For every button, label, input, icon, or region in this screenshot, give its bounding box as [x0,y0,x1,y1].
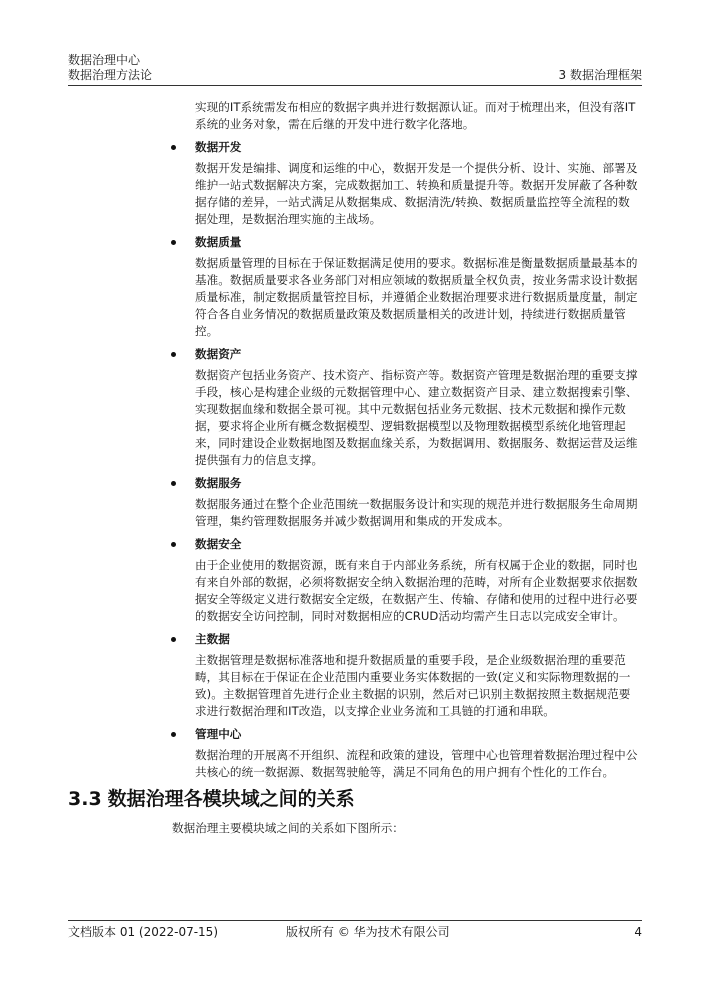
section-heading [68,786,355,812]
header-chapter: 3 数据治理框架 [558,68,642,82]
item-title: 数据质量 [195,235,242,249]
header-document: 数据治理方法论 [68,68,153,82]
footer-copyright: 版权所有 © 华为技术有限公司 [286,925,450,939]
item-title: 数据安全 [195,537,242,551]
page-number: 4 [634,925,642,939]
page-header [68,50,642,86]
bullet-icon [171,732,176,737]
item-title: 数据开发 [195,140,242,154]
item-text: 主数据管理是数据标准落地和提升数据质量的重要手段，是企业级数据治理的重要范畴，其目标在于保证在企业范围内重要业务实体数据的一致(定义和实际物理数据的一致)。主数据管理首先进行企业主数据的识别，然后对已识别主数据按照主数据规范要求进行数据治理和IT改造，以支撑企业业务流和工具链的打通和串联。 [195,653,631,718]
list-item-management-center [195,726,638,781]
list-item-data-assets [195,346,638,469]
item-title: 主数据 [195,632,230,646]
list-item-data-services [195,475,638,530]
list-item-master-data [195,631,638,720]
footer-version: 文档版本 01 (2022-07-15) [68,925,219,939]
lead-paragraph: 实现的IT系统需发布相应的数据字典并进行数据源认证。而对于梳理出来，但没有落IT系统的业务对象，需在后继的开发中进行数字化落地。 [195,100,636,131]
page-footer [68,920,642,940]
item-text: 数据质量管理的目标在于保证数据满足使用的要求。数据标准是衡量数据质量最基本的基准。数据质量要求各业务部门对相应领域的数据质量全权负责，按业务需求设计数据质量标准，制定数据质量管控目标，并遵循企业数据治理要求进行数据质量度量，制定符合各自业务情况的数据质量政策及数据质量相关的改进计划，持续进行数据质量管控。 [195,256,638,338]
list-item-data-quality [195,234,638,340]
item-text: 由于企业使用的数据资源，既有来自于内部业务系统，所有权属于企业的数据，同时也有来自外部的数据，必须将数据安全纳入数据治理的范畴，对所有企业数据要求依据数据安全等级定义进行数据安全定级，在数据产生、传输、存储和使用的过程中进行必要的数据安全访问控制，同时对数据相应的CRUD活动均需产生日志以完成安全审计。 [195,558,638,623]
bullet-icon [171,542,176,547]
section-number: 3.3 [68,788,102,810]
item-title: 管理中心 [195,727,242,741]
bullet-icon [171,481,176,486]
list-item-data-development [195,139,638,228]
bullet-icon [171,637,176,642]
section-intro: 数据治理主要模块域之间的关系如下图所示： [172,821,404,835]
body-content [195,99,638,787]
item-text: 数据开发是编排、调度和运维的中心，数据开发是一个提供分析、设计、实施、部署及维护一站式数据解决方案，完成数据加工、转换和质量提升等。数据开发屏蔽了各种数据存储的差异，一站式满足从数据集成、数据清洗/转换、数据质量监控等全流程的数据处理，是数据治理实施的主战场。 [195,161,638,226]
list-item-data-security [195,536,638,625]
item-title: 数据服务 [195,476,242,490]
item-text: 数据资产包括业务资产、技术资产、指标资产等。数据资产管理是数据治理的重要支撑手段，核心是构建企业级的元数据管理中心、建立数据资产目录、建立数据搜索引擎、实现数据血缘和数据全景可视。其中元数据包括业务元数据、技术元数据和操作元数据，要求将企业所有概念数据模型、逻辑数据模型以及物理数据模型系统化地管理起来，同时建设企业数据地图及数据血缘关系，为数据调用、数据服务、数据运营及运维提供强有力的信息支撑。 [195,368,638,467]
bullet-icon [171,352,176,357]
header-product: 数据治理中心 [68,53,141,67]
item-title: 数据资产 [195,347,242,361]
bullet-icon [171,240,176,245]
item-text: 数据治理的开展离不开组织、流程和政策的建设，管理中心也管理着数据治理过程中公共核心的统一数据源、数据驾驶舱等，满足不同角色的用户拥有个性化的工作台。 [195,748,638,779]
section-title: 数据治理各模块域之间的关系 [107,788,355,810]
bullet-icon [171,145,176,150]
item-text: 数据服务通过在整个企业范围统一数据服务设计和实现的规范并进行数据服务生命周期管理，集约管理数据服务并减少数据调用和集成的开发成本。 [195,497,638,528]
